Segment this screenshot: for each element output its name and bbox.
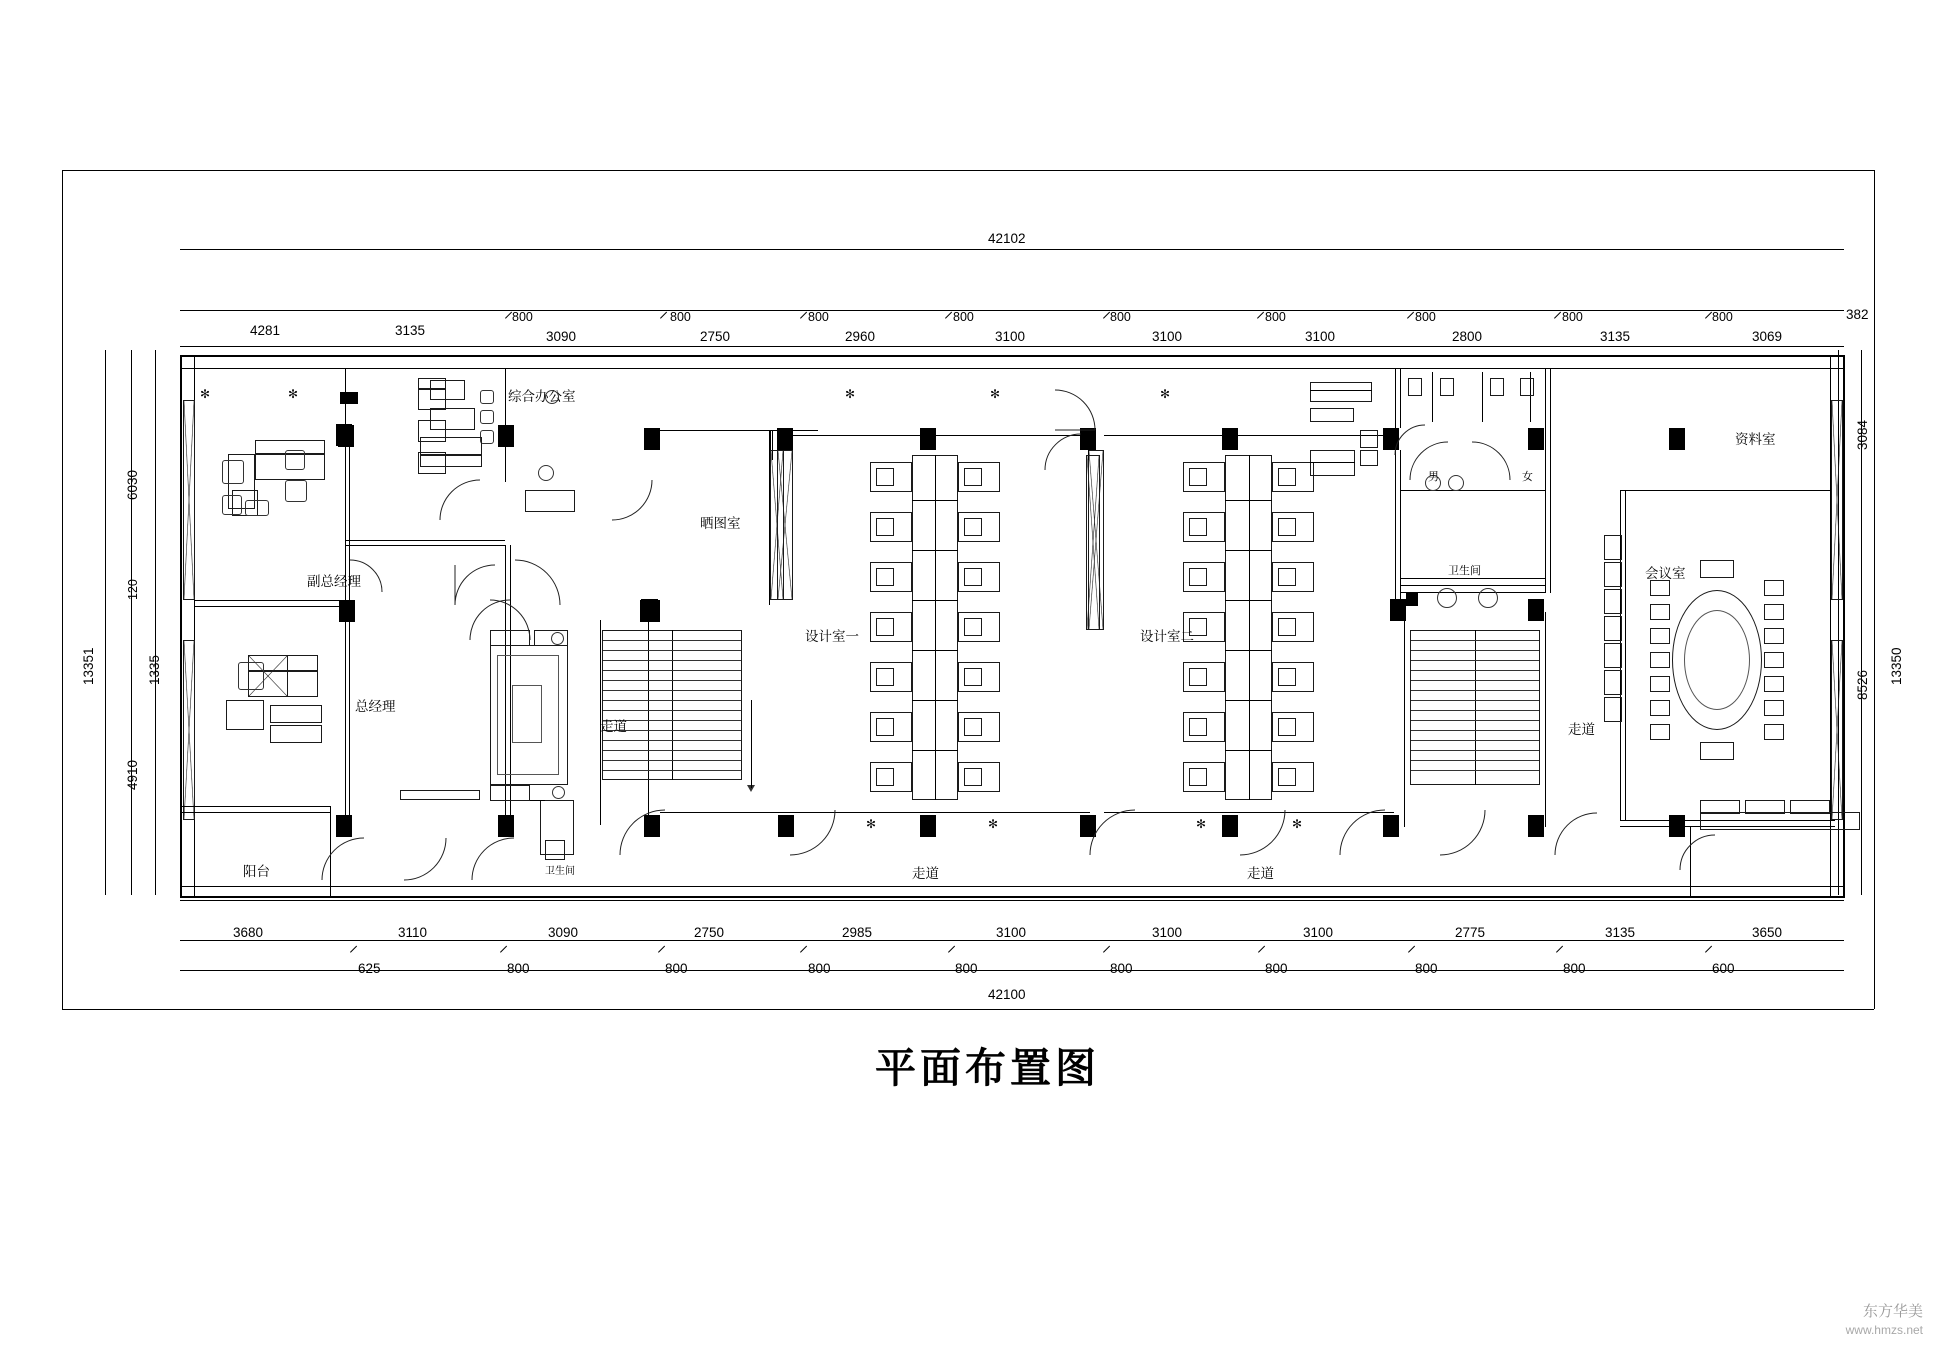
dim-top-18: 3135 [1600,329,1631,344]
dim-left-1335: 1335 [147,654,162,685]
dim-top-20: 3069 [1752,329,1783,344]
dim-top-3: 800 [512,310,533,324]
column-design-mid [1086,455,1100,630]
plant-icon-5: ✻ [1160,387,1171,401]
dim-top-11: 800 [1110,310,1131,324]
room-label-yangtai: 阳台 [243,864,270,879]
dim-right-overall: 13350 [1889,647,1904,685]
plant-icon-4: ✻ [990,387,1001,401]
room-label-nv: 女 [1522,471,1533,483]
dim-top-6: 2750 [700,329,731,344]
room-label-wsj2: 卫生间 [1448,565,1481,577]
room-label-zoudao1: 走道 [600,719,627,734]
dim-bottom-m-10: 600 [1712,961,1735,976]
dim-top-14: 3100 [1305,329,1336,344]
dim-top-17: 800 [1562,310,1583,324]
dim-top-15: 800 [1415,310,1436,324]
plant-icon-7: ✻ [988,817,999,831]
watermark [1846,1302,1923,1340]
dim-bottom-4: 2750 [694,925,725,940]
room-label-shaitu: 晒图室 [700,516,741,531]
dim-top-10: 3100 [995,329,1026,344]
room-label-zonghe: 综合办公室 [508,389,576,404]
dim-left-120: 120 [126,579,140,600]
dim-right-3084: 3084 [1855,419,1870,450]
dim-bottom-m-4: 800 [808,961,831,976]
room-label-ziliao: 资料室 [1735,432,1776,447]
dim-top-1: 4281 [250,323,281,338]
drawing-title: 平面布置图 [875,1044,1100,1092]
dim-bottom-m-1: 625 [358,961,381,976]
dim-top-13: 800 [1265,310,1286,324]
dim-top-9: 800 [953,310,974,324]
dim-top-16: 2800 [1452,329,1483,344]
dim-bottom-m-8: 800 [1415,961,1438,976]
dim-bottom-11: 3650 [1752,925,1783,940]
watermark-brand: 东方华美 [1862,1303,1923,1320]
dim-top-8: 2960 [845,329,876,344]
dim-top-19: 800 [1712,310,1733,324]
plant-icon-8: ✻ [1196,817,1207,831]
dim-top-7: 800 [808,310,829,324]
room-label-zongjingli: 总经理 [355,699,396,714]
plant-icon-9: ✻ [1292,817,1303,831]
dim-top-21: 382 [1846,307,1869,322]
plant-icon-2: ✻ [288,387,299,401]
dim-bottom-m-9: 800 [1563,961,1586,976]
dim-bottom-5: 2985 [842,925,873,940]
dim-top-overall: 42102 [988,231,1026,246]
room-label-zoudao4: 走道 [1568,722,1595,737]
watermark-url: www.hmzs.net [1845,1323,1923,1337]
plant-icon-1: ✻ [200,387,211,401]
room-label-zoudao3: 走道 [1247,866,1274,881]
dim-bottom-m-6: 800 [1110,961,1133,976]
dim-top-12: 3100 [1152,329,1183,344]
room-label-fuzongjingli: 副总经理 [307,574,361,589]
dim-bottom-7: 3100 [1152,925,1183,940]
room-label-zoudao2: 走道 [912,866,939,881]
plant-icon-3: ✻ [845,387,856,401]
plant-icon-6: ✻ [866,817,877,831]
dim-top-5: 800 [670,310,691,324]
column-shaitu [770,450,784,600]
dim-top-4: 3090 [546,329,577,344]
dim-bottom-10: 3135 [1605,925,1636,940]
dim-left-overall: 13351 [81,647,96,685]
room-label-sjs1: 设计室一 [805,629,859,644]
dim-bottom-3: 3090 [548,925,579,940]
dim-bottom-1: 3680 [233,925,264,940]
dim-top-2: 3135 [395,323,426,338]
dim-bottom-m-5: 800 [955,961,978,976]
dim-bottom-overall: 42100 [988,987,1026,1002]
dim-bottom-9: 2775 [1455,925,1486,940]
room-label-huiyi: 会议室 [1645,566,1686,581]
room-label-wsj1: 卫生间 [545,866,575,877]
dim-bottom-m-3: 800 [665,961,688,976]
room-label-sjs2: 设计室二 [1140,629,1194,644]
dim-bottom-8: 3100 [1303,925,1334,940]
dim-bottom-m-7: 800 [1265,961,1288,976]
room-label-nan: 男 [1428,471,1439,483]
dim-bottom-6: 3100 [996,925,1027,940]
dim-left-4910: 4910 [125,759,140,790]
dim-left-6030: 6030 [125,469,140,500]
dim-right-8526: 8526 [1855,669,1870,700]
dim-bottom-2: 3110 [398,925,428,940]
dim-bottom-m-2: 800 [507,961,530,976]
